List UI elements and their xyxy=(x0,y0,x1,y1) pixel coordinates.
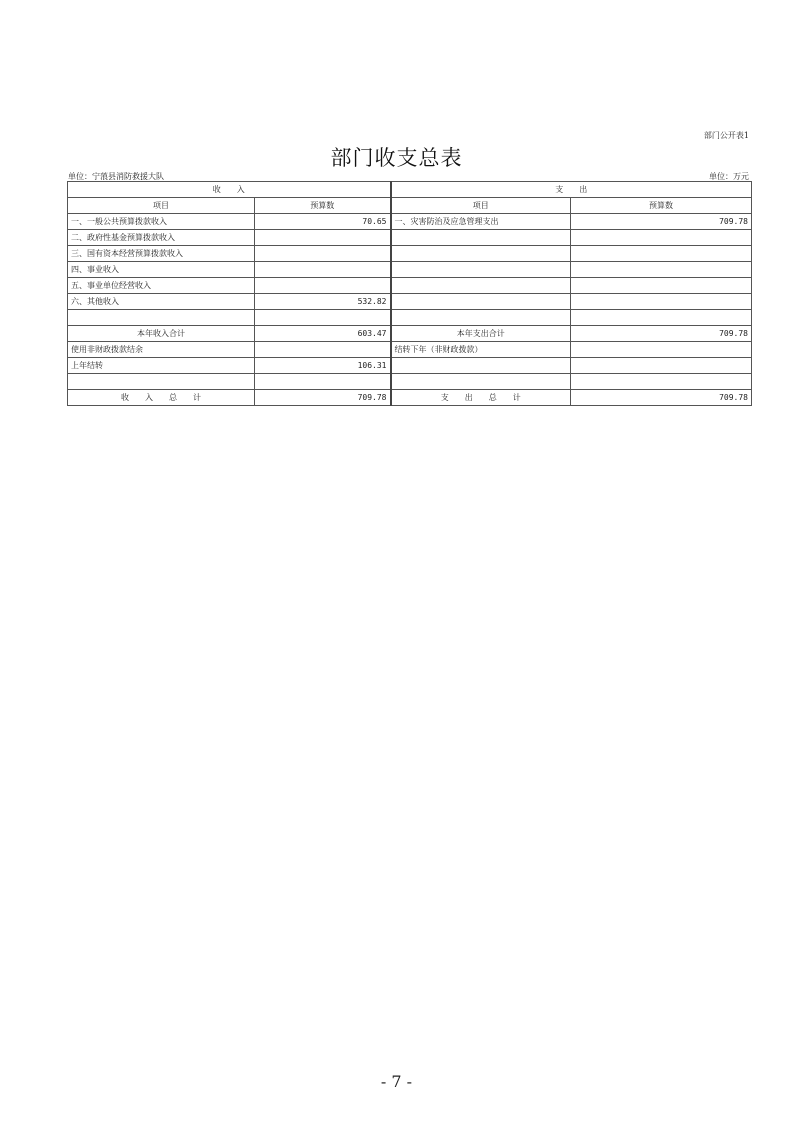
income-item-value xyxy=(255,230,391,246)
empty-cell xyxy=(571,374,752,390)
prev-year-carryover-label: 上年结转 xyxy=(68,358,255,374)
expense-item-header: 项目 xyxy=(391,198,571,214)
unit-organization: 单位：宁蒗县消防救援大队 xyxy=(68,172,164,181)
income-item-label: 六、其他收入 xyxy=(68,294,255,310)
income-item-label: 三、国有资本经营预算拨款收入 xyxy=(68,246,255,262)
expense-total-label: 支 出 总 计 xyxy=(391,390,571,406)
table-row xyxy=(68,214,752,230)
income-item-value xyxy=(255,278,391,294)
empty-cell xyxy=(255,310,391,326)
income-item-value: 70.65 xyxy=(255,214,391,230)
table-row-blank xyxy=(68,374,752,390)
empty-cell xyxy=(68,310,255,326)
empty-cell xyxy=(571,310,752,326)
expense-budget-header: 预算数 xyxy=(571,198,752,214)
income-item-value xyxy=(255,262,391,278)
empty-cell xyxy=(255,374,391,390)
income-item-label: 五、事业单位经营收入 xyxy=(68,278,255,294)
empty-cell xyxy=(391,374,571,390)
empty-cell xyxy=(391,246,571,262)
empty-cell xyxy=(391,262,571,278)
table-row-blank xyxy=(68,310,752,326)
table-row xyxy=(68,278,752,294)
table-row xyxy=(68,342,752,358)
table-row xyxy=(68,230,752,246)
carry-forward-label: 结转下年（非财政拨款） xyxy=(391,342,571,358)
income-budget-header: 预算数 xyxy=(255,198,391,214)
empty-cell xyxy=(255,342,391,358)
expense-header: 支 出 xyxy=(391,182,752,198)
empty-cell xyxy=(571,246,752,262)
unit-currency: 单位：万元 xyxy=(709,172,749,181)
empty-cell xyxy=(391,358,571,374)
empty-cell xyxy=(68,374,255,390)
table-subtotal-row xyxy=(68,326,752,342)
expense-subtotal-label: 本年支出合计 xyxy=(391,326,571,342)
table-section-header-row xyxy=(68,182,752,198)
income-item-value: 532.82 xyxy=(255,294,391,310)
income-header: 收 入 xyxy=(68,182,391,198)
income-item-value xyxy=(255,246,391,262)
expense-item-label: 一、灾害防治及应急管理支出 xyxy=(391,214,571,230)
expense-subtotal-value: 709.78 xyxy=(571,326,752,342)
table-row xyxy=(68,262,752,278)
table-row xyxy=(68,246,752,262)
income-total-value: 709.78 xyxy=(255,390,391,406)
table-total-row xyxy=(68,390,752,406)
income-subtotal-label: 本年收入合计 xyxy=(68,326,255,342)
prev-year-carryover-value: 106.31 xyxy=(255,358,391,374)
empty-cell xyxy=(391,294,571,310)
income-item-label: 四、事业收入 xyxy=(68,262,255,278)
form-id: 部门公开表1 xyxy=(703,131,749,140)
income-item-label: 二、政府性基金预算拨款收入 xyxy=(68,230,255,246)
page-number: - 7 - xyxy=(380,1072,413,1091)
expense-item-value: 709.78 xyxy=(571,214,752,230)
empty-cell xyxy=(391,230,571,246)
empty-cell xyxy=(391,310,571,326)
empty-cell xyxy=(571,230,752,246)
empty-cell xyxy=(571,278,752,294)
empty-cell xyxy=(571,262,752,278)
budget-table xyxy=(67,181,752,406)
empty-cell xyxy=(571,358,752,374)
empty-cell xyxy=(571,342,752,358)
empty-cell xyxy=(391,278,571,294)
income-subtotal-value: 603.47 xyxy=(255,326,391,342)
empty-cell xyxy=(571,294,752,310)
non-fiscal-balance-label: 使用非财政拨款结余 xyxy=(68,342,255,358)
table-row xyxy=(68,294,752,310)
income-item-label: 一、一般公共预算拨款收入 xyxy=(68,214,255,230)
income-total-label: 收 入 总 计 xyxy=(68,390,255,406)
table-row xyxy=(68,358,752,374)
table-column-header-row xyxy=(68,198,752,214)
income-item-header: 项目 xyxy=(68,198,255,214)
expense-total-value: 709.78 xyxy=(571,390,752,406)
page-title: 部门收支总表 xyxy=(330,146,463,170)
